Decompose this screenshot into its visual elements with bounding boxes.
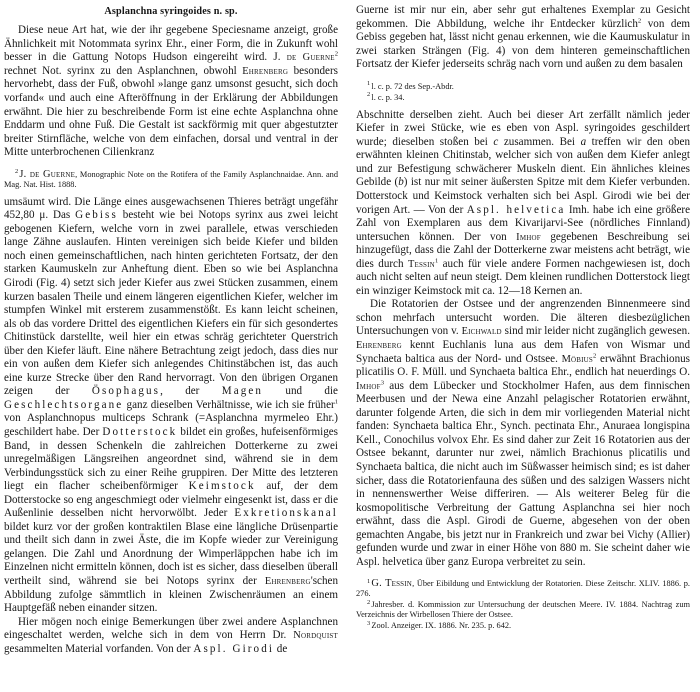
author-name-tessin: Tessin bbox=[407, 258, 435, 270]
footnote-2-top bbox=[356, 90, 690, 103]
paragraph-jaw-segments bbox=[356, 109, 690, 299]
footnote-ref-3: 3 bbox=[380, 378, 384, 386]
text-run: Imh. habe ich eine größere Zahl von Exemplaren aus dem Kivarijarvi-See (nördliches Finnland) untersuchen können. Der von bbox=[356, 203, 690, 243]
footnote-1-bottom bbox=[356, 579, 690, 599]
text-run: rechnet Not. syrinx zu den Asplanchnen, obwohl bbox=[4, 64, 243, 77]
footnote-marker: 2 bbox=[15, 167, 19, 175]
footnote-text: l. c. p. 72 des Sep.-Abdr. bbox=[371, 81, 454, 91]
text-run: besteht wie bei Notops syrinx aus zwei leicht gebogenen Kiefern, welche vorn in zwei parallele, etwas verschieden lange Zähne auslaufen. Hinten vereinigen sich beide Kiefer und bilden noch einen gemeinschaftlichen, nach hinten gerichteten Fortsatz, der den starken Kaumuskeln zur Anheftung dient. Eben so wie bei Asplanchna Girodi (Fig. 4) setzt sich jeder Kiefer aus zwei Stücken zusammen, einem kurzen basalen Theile und einem längeren eigentlichen Kiefer, welcher im stumpfen Winkel mit ersterem zusammenstößt. Es kann leicht scheinen, als ob das vordere Drittel des eigentlichen Kiefers ein für sich gesondertes Chitinstück darstellte, weil hier ein etwas schräg gerichteter Querstrich über den Kiefer läuft. Eine nähere Betrachtung zeigt jedoch, dass dies nur ein von außen dem Kiefer sich anlegendes Chitinstäbchen ist, das auch eine kurze Strecke über den Rand hervorragt. Von den übrigen Organen zeigen der bbox=[4, 209, 338, 398]
emphasis-aspl-girodi: Aspl. Girodi bbox=[193, 642, 275, 655]
paragraph-anatomy bbox=[4, 196, 338, 616]
paragraph-remarks bbox=[4, 616, 338, 657]
left-column bbox=[4, 4, 338, 656]
text-run: Die Rotatorien der Ostsee und der angrenzenden Binnenmeere sind schon mehrfach untersucht worden. Die älteren diesbezüglichen Untersuchungen von v. bbox=[356, 298, 690, 338]
footnote-text: Zool. Anzeiger. IX. 1886. Nr. 235. p. 642. bbox=[371, 621, 512, 631]
footnote-text: l. c. p. 34. bbox=[371, 92, 405, 102]
footnote-author: J. de Guerne bbox=[19, 168, 76, 180]
text-run: bildet kurz vor der großen kontraktilen Blase eine längliche Drüsenpartie und theilt sich dann in zwei Äste, die im Kopfe wieder zur Vereinigung gelangen. Die Zahl und Anordnung der Wimperläppchen habe ich im Einzelnen nicht ermitteln können, doch ist es sicher, dass dieselben überall vertheilt sind, während sie bei Notops syrinx der bbox=[4, 520, 338, 588]
footnote-ref-2-moebius: 2 bbox=[593, 351, 597, 359]
emphasis-exkretionskanal: Exkretionskanal bbox=[234, 507, 338, 520]
text-run: , der bbox=[160, 385, 222, 398]
footnote-ref-1-right: 1 bbox=[434, 257, 439, 265]
author-name-ehrenberg: Ehrenberg bbox=[242, 65, 289, 77]
emphasis-geschlechtsorgane: Geschlechtsorgane bbox=[4, 398, 124, 411]
text-run: Hier mögen noch einige Bemerkungen über zwei andere Asplanchnen eingeschaltet werden, welche sich in dem von Herrn Dr. bbox=[4, 615, 338, 642]
author-name-moebius: Möbius bbox=[561, 353, 594, 365]
author-name-ehrenberg-right: Ehrenberg bbox=[356, 340, 402, 352]
text-run: kennt Euchlanis luna aus dem Hafen von Wismar und Synchaeta baltica aus der Nord- und Ostsee. bbox=[356, 339, 690, 365]
footnote-2-bottom bbox=[356, 600, 690, 620]
author-name-nordquist: Nordquist bbox=[293, 630, 338, 642]
footnote-block-right-top bbox=[356, 79, 690, 103]
emphasis-keimstock: Keimstock bbox=[188, 480, 256, 493]
text-run: ganz dieselben Verhältnisse, wie ich sie früher bbox=[123, 398, 335, 411]
text-run: von dem Gebiss gegeben hat, lässt nicht genau erkennen, wie die Kaumuskulatur in zwei starken Strängen (Fig. 4) von dem hinteren gemeinschaftlichen Fortsatz der Kiefer jederseits schräg nach vorn und außen zu dem basalen bbox=[356, 17, 690, 71]
emphasis-dotterstock: Dotterstock bbox=[102, 426, 178, 438]
text-run: gesammelten Material vorfanden. Von der bbox=[4, 642, 194, 655]
text-run: erwähnt Brachionus plicatilis O. F. Müll. und Synchaeta baltica Ehr., endlich hat neuerdings O. bbox=[356, 352, 690, 379]
emphasis-magen: Magen bbox=[221, 385, 264, 398]
text-run: ) ist nur mit seiner äußersten Spitze mit dem Kiefer verbunden. Dotterstock und Keimstock verhalten sich bei Aspl. Girodi wie bei der vorigen Art. — Von der bbox=[356, 176, 690, 216]
emphasis-aspl-helvetica: Aspl. helvetica bbox=[466, 203, 566, 216]
footnote-marker: 2 bbox=[367, 90, 371, 98]
text-run: de bbox=[274, 642, 288, 655]
two-column-layout bbox=[4, 4, 694, 656]
paragraph-species-intro bbox=[4, 24, 338, 159]
text-run: auch für viele andere Formen nachgewiesen ist, doch auch nicht selten auf neun steigt. Dem kleinen rundlichen Dotterstock liegt ein winziger Keimstock mit ca. 12—18 Kernen an. bbox=[356, 257, 690, 297]
text-run: umsäumt wird. Die Länge eines ausgewachsenen Thieres beträgt ungefähr 452,80 μ. Das bbox=[4, 195, 338, 222]
emphasis-gebiss: Gebiss bbox=[75, 209, 118, 222]
footnote-text: , Über Eibildung und Entwicklung der Rotatorien. Diese Zeitschr. XLIV. 1886. p. 276. bbox=[356, 579, 691, 599]
page-title: Asplanchna syringoides n. sp. bbox=[104, 6, 238, 17]
footnote-marker: 1 bbox=[367, 79, 371, 87]
figure-label-b: b bbox=[398, 176, 404, 189]
right-column bbox=[356, 4, 690, 637]
footnote-ref-1: 1 bbox=[334, 398, 338, 406]
footnote-marker: 3 bbox=[367, 619, 371, 627]
text-run: aus dem Lübecker und Stockholmer Hafen, aus dem finnischen Meerbusen und der Newa eine Anzahl pelagischer Rotatorien erwähnt, darunter folgende Arten, die sich in dem mir vorliegenden Material nicht fanden: Synchaeta baltica Ehr., Synch. pectinata Ehr., Anuraea longispina Kell., Conochilus volvox Ehr. Es sind daher zur Zeit 16 Rotatorien aus der Ostsee bekannt, darunter nur zwei, nämlich Brachionus plicatilis und Synchaeta baltica, die nicht auch im Süßwasser heimisch sind; es ist daher sicher, dass die Rotatorienfauna des süßen und des salzigen Wassers nicht in nennenswerther Weise differiren. — Als weiterer Beleg für die kosmopolitische Verbreitung der Gattung Asplanchna sei hier noch erwähnt, dass die Aspl. Girodi de Guerne, abgesehen von der oben gemachten Angabe, bis jetzt nur in Frankreich und zwar bei Vichy (Allier) gefunden wurde und zwar in einer Höhe von 880 m. Sie scheint daher wie Aspl. helvetica über ganz Europa verbreitet zu sein. bbox=[356, 379, 690, 568]
text-run: auf, der dem Dotterstocke so eng angeschmiegt oder vielmehr eingesenkt ist, dass er die Außenlinie desselben nicht hervorwölbt. Jeder bbox=[4, 480, 338, 520]
text-run: von Asplanchnopus multiceps Schrank (=Asplanchna myrmeleo Ehr.) geschildert habe. Der bbox=[4, 412, 338, 438]
author-name-eichwald: Eichwald bbox=[461, 326, 502, 338]
footnote-2 bbox=[4, 167, 338, 190]
footnote-block-right-bottom bbox=[356, 576, 690, 631]
text-run: Guerne ist mir nur ein, aber sehr gut erhaltenes Exemplar zu Gesicht gekommen. Die Abbildung, welche ihr Entdecker kürzlich bbox=[356, 4, 690, 30]
author-name-ehrenberg-2: Ehrenberg bbox=[264, 576, 311, 588]
figure-label-a: a bbox=[580, 135, 587, 148]
footnote-1-top bbox=[356, 79, 690, 92]
text-run: besonders hervorhebt, dass der Fuß, obwohl »lange ganz umsonst gesucht, sich doch vorfand« und auch eine Afteröffnung in der Erklärung der Abbildungen erwähnt. Die hier zu beschreibende Form ist eine echte Asplanchna ohne Enddarm und ohne Fuß. Die Gestalt ist sackförmig mit quer abgestutzter breiter Stirnfläche, welche von dem einfachen, dorsal und ventral in der Mitte unterbrochenen Cilienkranz bbox=[4, 64, 338, 159]
author-name-de-guerne: de Guerne bbox=[286, 52, 335, 64]
emphasis-oesophagus: Ösophagus bbox=[91, 385, 161, 398]
footnote-ref-2: 2 bbox=[334, 50, 338, 58]
figure-label-c: c bbox=[493, 135, 499, 148]
footnote-ref-2-right: 2 bbox=[637, 16, 642, 24]
text-run: bildet ein großes, hufeisenförmiges Band, in dessen Schenkeln die zahlreichen Dotterkerne zu zwei unregelmäßigen Längsreihen angeordnet sind, während sie in dem Verbindungsstück sich zu einer Reihe gruppiren. Der Mitte des letzteren liegt ein flacher scheibenförmiger bbox=[4, 426, 338, 493]
footnote-marker: 1 bbox=[367, 577, 371, 585]
paragraph-guerne-specimen bbox=[356, 4, 690, 72]
text-run: sind mir leider nicht zugänglich gewesen. bbox=[501, 325, 690, 338]
footnote-text: , Monographic Note on the Rotifera of the Family Asplanchnaidae. Ann. and Mag. Nat. Hist. 1888. bbox=[4, 169, 338, 189]
footnote-block-left bbox=[4, 167, 338, 190]
text-run: Diese neue Art hat, wie der ihr gegebene Speciesname anzeigt, große Ähnlichkeit mit Notommata syrinx Ehr., einer Form, die in Zukunft wohl besser in die Gattung Notops Hudson eingereiht wird. J. bbox=[4, 24, 338, 64]
text-run: und die bbox=[263, 385, 338, 398]
author-name-imhof-2: Imhof bbox=[356, 380, 381, 392]
text-run: gegebenen Beschreibung sei hinzugefügt, dass die Zahl der Dotterkerne zwar meistens acht beträgt, wie dies durch bbox=[356, 230, 690, 270]
footnote-3-bottom bbox=[356, 621, 690, 631]
author-name-imhof: Imhof bbox=[516, 231, 541, 243]
paragraph-baltic-rotifers bbox=[356, 298, 690, 569]
text-run: zusammen. Bei bbox=[498, 135, 581, 148]
footnote-marker: 2 bbox=[367, 598, 371, 606]
footnote-author: G. Tessin bbox=[371, 578, 413, 590]
text-run: treffen wir den oben erwähnten kleinen Chitinstab, welcher sich von außen dem Kiefer anlegt und zur Befestigung schwächerer Muskeln dient. Ein ähnliches kleines Gebilde ( bbox=[356, 135, 690, 189]
text-run: Abschnitte derselben zieht. Auch bei dieser Art zerfällt nämlich jeder Kiefer in zwei Stücke, wie es eben von Aspl. syringoides geschildert wurde; dieselben stoßen bei bbox=[356, 108, 690, 148]
footnote-text: Jahresber. d. Kommission zur Untersuchung der deutschen Meere. IV. 1884. Nachtrag zum Verzeichnis der Wirbellosen Thiere der Ostsee. bbox=[356, 600, 690, 620]
text-run: 'schen Abbildung zufolge sämmtlich in kleinen Zwischenräumen an einem Hauptgefäß neben einander sitzen. bbox=[4, 575, 338, 615]
